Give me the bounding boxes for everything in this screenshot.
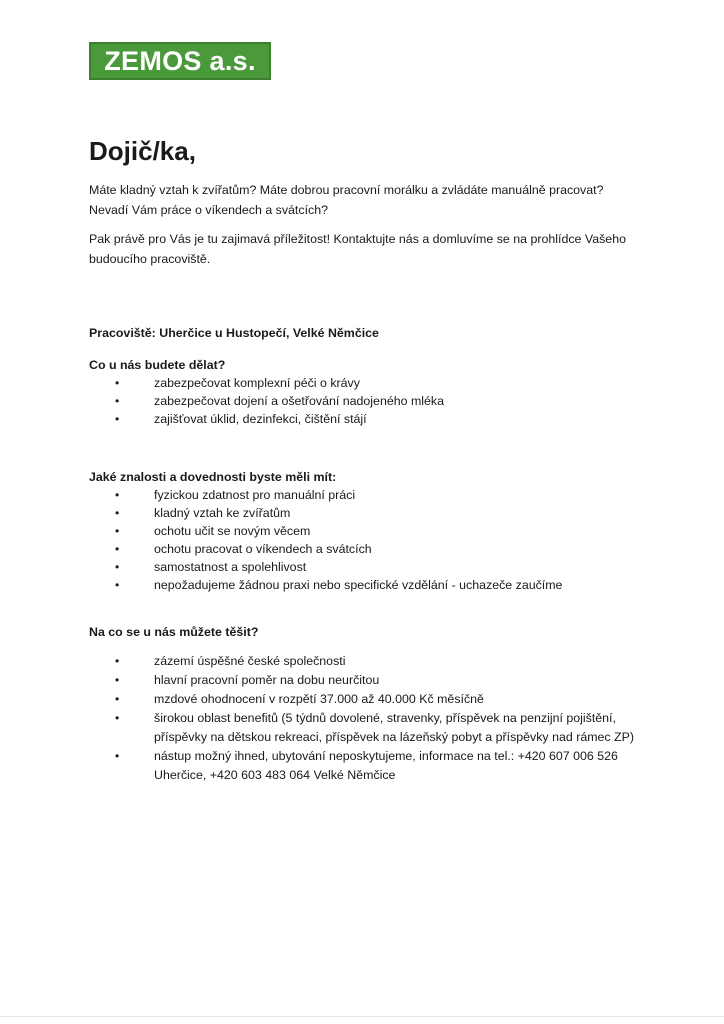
intro-paragraph <box>89 180 649 220</box>
workplace-heading: Pracoviště: Uherčice u Hustopečí, Velké Němčice <box>89 326 379 340</box>
benefits-list <box>89 652 649 785</box>
list-item <box>89 486 649 504</box>
skill-text: ochotu pracovat o víkendech a svátcích <box>154 542 372 556</box>
list-item <box>89 374 649 392</box>
bullet-icon: • <box>115 524 120 538</box>
intro-line-2: Nevadí Vám práce o víkendech a svátcích? <box>89 203 328 217</box>
offer-line-2: budoucího pracoviště. <box>89 252 211 266</box>
duties-heading: Co u nás budete dělat? <box>89 358 226 372</box>
bullet-icon: • <box>115 692 120 706</box>
list-item <box>89 709 649 747</box>
list-item <box>89 671 649 690</box>
list-item <box>89 558 649 576</box>
benefit-text-continued: Uherčice, +420 603 483 064 Velké Němčice <box>154 768 396 782</box>
list-item <box>89 392 649 410</box>
skills-list <box>89 486 649 594</box>
bullet-icon: • <box>115 542 120 556</box>
bullet-icon: • <box>115 506 120 520</box>
list-item <box>89 652 649 671</box>
skill-text: ochotu učit se novým věcem <box>154 524 311 538</box>
benefit-text: zázemí úspěšné české společnosti <box>154 654 346 668</box>
duty-text: zajišťovat úklid, dezinfekci, čištění stájí <box>154 412 367 426</box>
list-item <box>89 690 649 709</box>
list-item <box>89 540 649 558</box>
bullet-icon: • <box>115 394 120 408</box>
benefit-text-continued: příspěvky na dětskou rekreaci, příspěvek na lázeňský pobyt a příspěvky nad rámec ZP) <box>154 730 635 744</box>
bullet-icon: • <box>115 711 120 725</box>
bullet-icon: • <box>115 560 120 574</box>
list-item <box>89 504 649 522</box>
duty-text: zabezpečovat komplexní péči o krávy <box>154 376 360 390</box>
bullet-icon: • <box>115 673 120 687</box>
offer-paragraph <box>89 229 649 269</box>
list-item <box>89 410 649 428</box>
benefits-heading: Na co se u nás můžete těšit? <box>89 625 259 639</box>
skill-text: samostatnost a spolehlivost <box>154 560 307 574</box>
skill-text: kladný vztah ke zvířatům <box>154 506 291 520</box>
page-title: Dojič/ka, <box>89 136 196 166</box>
benefit-text: mzdové ohodnocení v rozpětí 37.000 až 40.000 Kč měsíčně <box>154 692 484 706</box>
offer-line-1: Pak právě pro Vás je tu zajimavá příležitost! Kontaktujte nás a domluvíme se na prohlídce Vašeho <box>89 232 626 246</box>
skill-text: fyzickou zdatnost pro manuální práci <box>154 488 356 502</box>
bullet-icon: • <box>115 412 120 426</box>
company-logo: ZEMOS a.s. <box>89 42 271 80</box>
bullet-icon: • <box>115 749 120 763</box>
duty-text: zabezpečovat dojení a ošetřování nadojeného mléka <box>154 394 445 408</box>
bullet-icon: • <box>115 488 120 502</box>
benefit-text: hlavní pracovní poměr na dobu neurčitou <box>154 673 380 687</box>
bullet-icon: • <box>115 654 120 668</box>
skills-heading: Jaké znalosti a dovednosti byste měli mít: <box>89 470 337 484</box>
bullet-icon: • <box>115 376 120 390</box>
list-item <box>89 576 649 594</box>
page-bottom-edge <box>0 1016 724 1017</box>
benefit-text: širokou oblast benefitů (5 týdnů dovolené, stravenky, příspěvek na penzijní pojištění, <box>154 711 616 725</box>
bullet-icon: • <box>115 578 120 592</box>
duties-list <box>89 374 649 428</box>
list-item <box>89 747 649 785</box>
skill-text: nepožadujeme žádnou praxi nebo specifické vzdělání - uchazeče zaučíme <box>154 578 563 592</box>
list-item <box>89 522 649 540</box>
intro-line-1: Máte kladný vztah k zvířatům? Máte dobrou pracovní morálku a zvládáte manuálně pracovat? <box>89 183 604 197</box>
benefit-text: nástup možný ihned, ubytování neposkytujeme, informace na tel.: +420 607 006 526 <box>154 749 618 763</box>
